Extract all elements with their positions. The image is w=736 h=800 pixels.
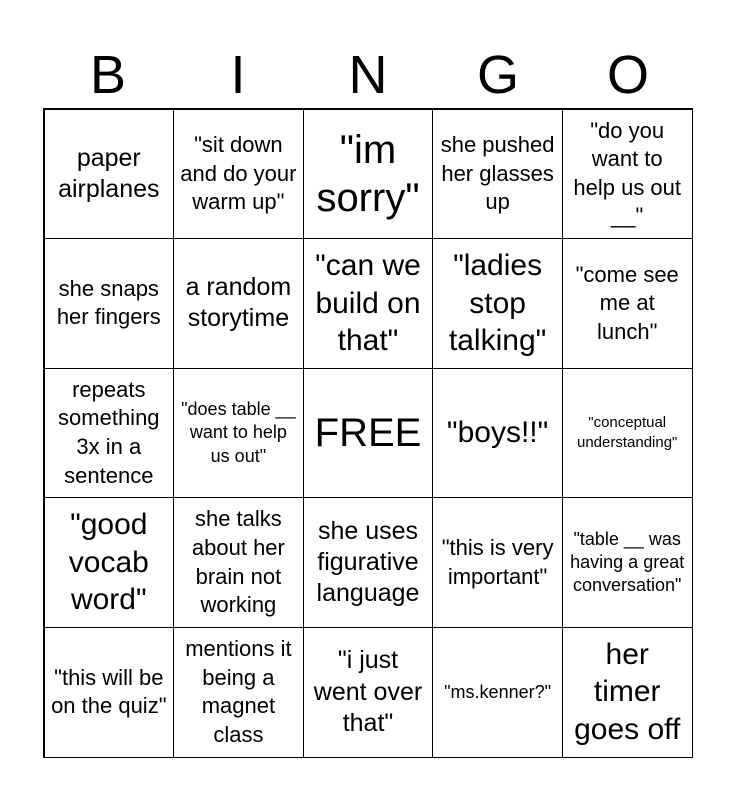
bingo-cell[interactable] [303,109,434,240]
bingo-cell[interactable] [432,497,563,628]
bingo-cell[interactable] [173,627,304,758]
cell-text: "this will be on the quiz" [51,664,167,719]
bingo-cell[interactable] [173,109,304,240]
cell-text: FREE [314,410,422,455]
header-letter-o: O [606,45,649,105]
header-letter-g: G [476,45,519,105]
bingo-cell[interactable] [44,368,175,499]
cell-text: "this is very important" [441,535,554,589]
bingo-cell[interactable] [173,497,304,628]
cell-text: paper airplanes [58,143,160,203]
bingo-cell[interactable] [173,368,304,499]
bingo-cell[interactable] [432,627,563,758]
header-letter-b: B [89,45,127,105]
cell-text: "sit down and do your warm up" [180,131,297,215]
free-space[interactable] [303,368,434,499]
cell-text: mentions it being a magnet class [185,636,292,747]
bingo-cell[interactable] [303,497,434,628]
cell-text: "good vocab word" [68,508,149,617]
cell-text: "ladies stop talking" [448,249,547,358]
cell-text: she talks about her brain not working [191,506,285,618]
cell-text: her timer goes off [574,637,681,746]
cell-text: "conceptual understanding" [576,413,678,451]
cell-text: "i just went over that" [313,646,423,737]
cell-text: "does table __ want to help us out" [181,398,296,466]
bingo-cell[interactable] [562,627,693,758]
cell-text: "can we build on that" [315,249,421,358]
bingo-cell[interactable] [432,368,563,499]
bingo-cell[interactable] [432,109,563,240]
cell-text: "im sorry" [316,127,420,220]
bingo-cell[interactable] [303,627,434,758]
bingo-cell[interactable] [432,238,563,369]
bingo-cell[interactable] [173,238,304,369]
cell-text: "come see me at lunch" [575,261,679,344]
bingo-cell[interactable] [562,368,693,499]
cell-text: she snaps her fingers [56,275,161,330]
cell-text: a random storytime [185,273,292,333]
header-letter-i: I [230,45,246,105]
cell-text: repeats something 3x in a sentence [58,376,160,488]
bingo-cell[interactable] [562,238,693,369]
bingo-cell[interactable] [303,238,434,369]
bingo-cell[interactable] [562,497,693,628]
bingo-cell[interactable] [44,497,175,628]
cell-text: she uses figurative language [316,516,420,608]
cell-text: "do you want to help us out __" [573,117,682,229]
bingo-cell[interactable] [562,109,693,240]
cell-text: "boys!!" [446,416,549,450]
cell-text: "table __ was having a great conversation" [570,528,685,596]
cell-text: she pushed her glasses up [440,131,555,215]
bingo-board [43,108,693,758]
bingo-cell[interactable] [44,238,175,369]
bingo-header [43,44,693,106]
header-letter-n: N [348,45,388,105]
bingo-cell[interactable] [44,627,175,758]
bingo-cell[interactable] [44,109,175,240]
cell-text: "ms.kenner?" [444,681,551,702]
